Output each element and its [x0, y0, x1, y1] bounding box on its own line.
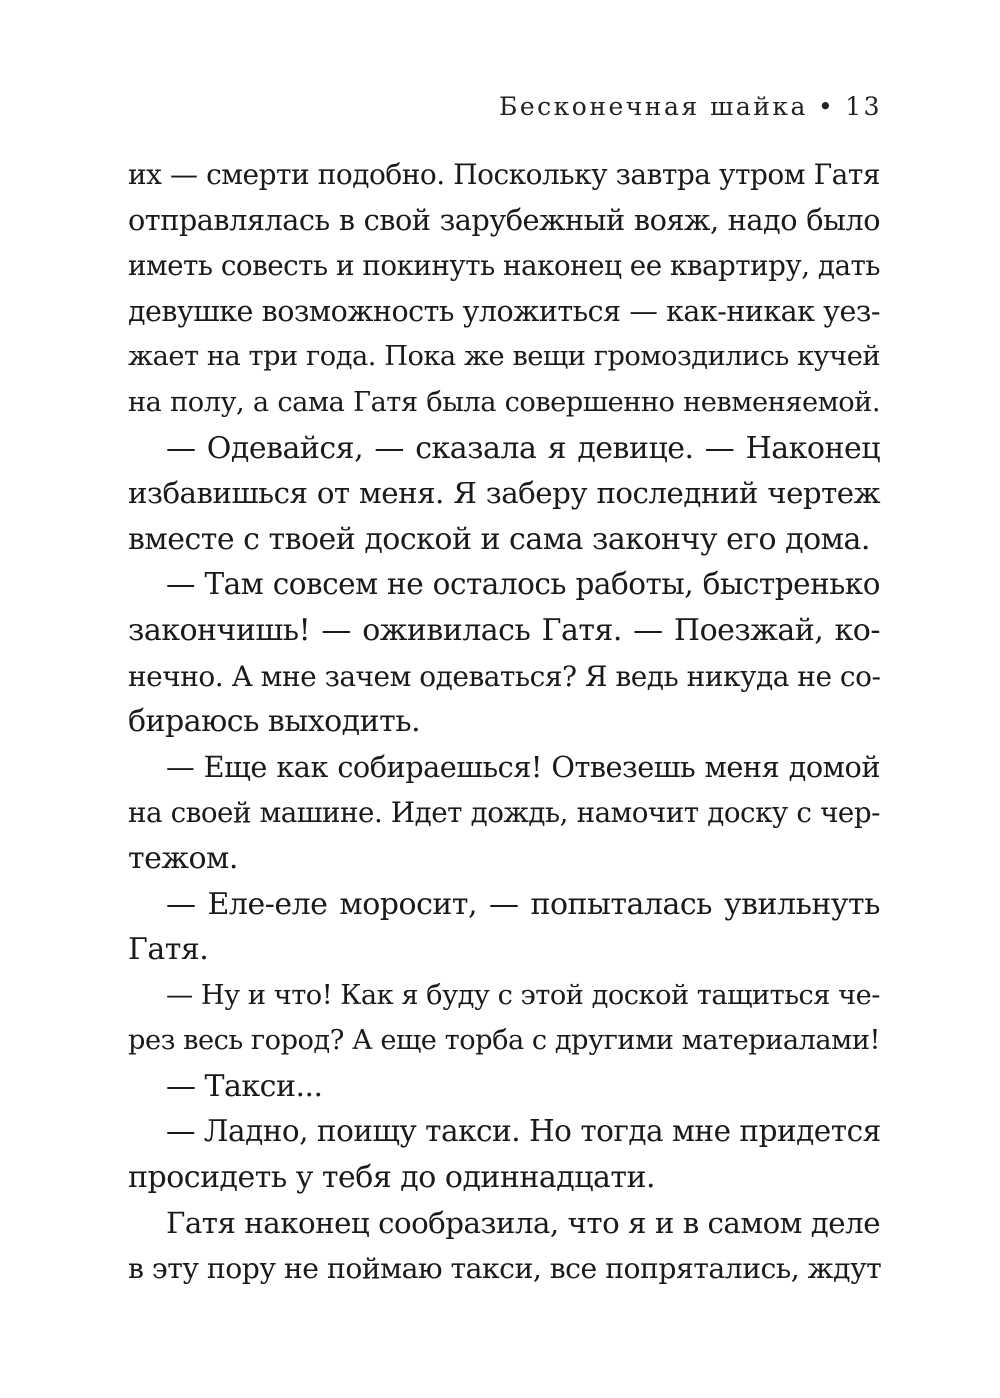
- text-line: рез весь город? А еще торба с другими материалами!: [128, 1025, 880, 1057]
- text-line: иметь совесть и покинуть наконец ее квартиру, дать: [128, 249, 880, 283]
- book-title: Бесконечная шайка: [498, 92, 808, 121]
- running-header: [499, 92, 882, 121]
- text-line: закончишь! — оживилась Гатя. — Поезжай, ко-: [128, 612, 880, 648]
- text-line: девушке возможность уложиться — как-никак уез-: [128, 294, 880, 328]
- text-line: отправлялась в свой зарубежный вояж, надо было: [128, 202, 880, 237]
- text-line: нечно. А мне зачем одеваться? Я ведь никуда не со-: [128, 659, 881, 693]
- text-line: в эту пору не поймаю такси, все попрятались, ждут: [128, 1252, 882, 1286]
- text-line: — Одевайся, — сказала я девице. — Наконец: [166, 430, 880, 466]
- text-line: жает на три года. Пока же вещи громоздились кучей: [128, 341, 880, 373]
- text-line: избавишься от меня. Я заберу последний чертеж: [128, 476, 880, 511]
- text-line: — Еще как собираешься! Отвезешь меня домой: [166, 749, 880, 784]
- text-line: Гатя.: [128, 932, 209, 968]
- text-line: их — смерти подобно. Поскольку завтра утром Гатя: [128, 158, 880, 191]
- text-line: на полу, а сама Гатя была совершенно невменяемой.: [128, 386, 880, 418]
- text-line: тежом.: [128, 840, 238, 876]
- text-line: — Ладно, поищу такси. Но тогда мне придется: [166, 1114, 881, 1149]
- text-line: — Такси...: [166, 1068, 323, 1104]
- text-line: — Там совсем не осталось работы, быстренько: [166, 567, 880, 602]
- page-number: 13: [845, 92, 882, 121]
- body-text: [128, 152, 880, 1292]
- header-separator: •: [817, 92, 836, 121]
- text-line: — Еле-еле моросит, — попыталась увильнуть: [166, 886, 880, 922]
- text-line: просидеть у тебя до одиннадцати.: [128, 1160, 656, 1196]
- text-line: вместе с твоей доской и сама закончу его дома.: [128, 521, 870, 557]
- text-line: — Ну и что! Как я буду с этой доской тащиться че-: [166, 979, 880, 1011]
- text-line: бираюсь выходить.: [128, 704, 421, 740]
- text-line: на своей машине. Идет дождь, намочит доску с чер-: [128, 796, 880, 830]
- text-line: Гатя наконец сообразила, что я и в самом деле: [166, 1205, 880, 1240]
